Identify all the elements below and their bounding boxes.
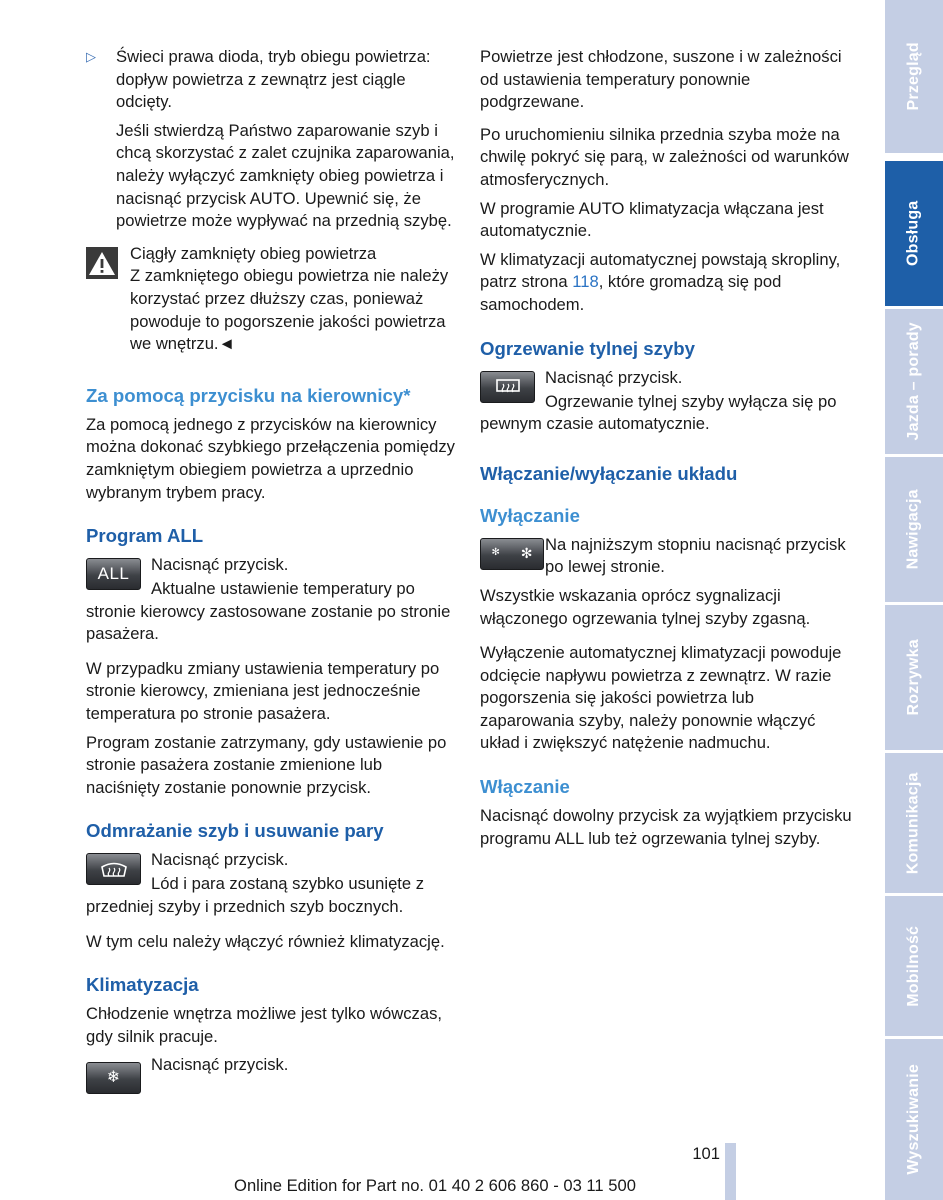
right-text4-before: W klimatyzacji automatycznej powstają skropliny, patrz strona <box>480 249 841 292</box>
system-heading: Włączanie/wyłączanie układu <box>480 462 738 484</box>
off-heading: Wyłączanie <box>480 504 580 526</box>
off-text1: Wszystkie wskazania oprócz sygnalizacji włączonego ogrzewania tylnej szyby zgasną. <box>480 585 811 628</box>
tab-label: Przegląd <box>904 42 922 111</box>
ac-button <box>86 1062 141 1094</box>
tab-label: Wyszukiwanie <box>904 1064 922 1175</box>
program-all-press: Nacisnąć przycisk. <box>151 555 289 575</box>
right-text4-after: , które gromadzą się pod samochodem. <box>480 272 782 314</box>
off-text2: Wyłączenie automatycznej klimatyzacji powoduje odcięcie napływu powietrza z zewnątrz. W razie pogorszenia się jakości powietrza lub zaparowania szyby, należy ponownie włączyć układ i zwiększyć natężenie nadmuchu. <box>480 643 842 753</box>
page-number: 101 <box>692 1144 720 1163</box>
tab-label: Jazda – porady <box>904 322 922 441</box>
front-defrost-icon <box>99 859 129 879</box>
steering-text: Za pomocą jednego z przycisków na kierownicy można dokonać szybkiego przełączenia pomiędzy zamkniętym obiegiem powietrza a uprzednio wybranym trybem pracy. <box>86 414 455 502</box>
fan-high-icon: ✻ <box>520 545 533 562</box>
defrost-text1: Lód i para zostaną szybko usunięte z przedniej szyby i przednich szyb bocznych. <box>86 874 425 917</box>
rear-defrost-icon <box>493 377 523 397</box>
rear-row <box>480 367 852 411</box>
ac-text1: Chłodzenie wnętrza możliwe jest tylko wówczas, gdy silnik pracuje. <box>86 1004 442 1046</box>
rear-defrost-button <box>480 371 535 403</box>
all-button: ALL <box>86 558 141 590</box>
warning-block <box>86 243 458 356</box>
defrost-row <box>86 849 458 893</box>
on-heading: Włączanie <box>480 776 570 798</box>
right-column <box>480 46 852 856</box>
tab-nawigacja[interactable] <box>885 457 943 602</box>
defrost-press: Nacisnąć przycisk. <box>151 850 289 870</box>
program-all-text1: Aktualne ustawienie temperatury po stronie kierowcy zastosowane zostanie po stronie pasażera. <box>86 579 451 644</box>
footer-edition: Online Edition for Part no. 01 40 2 606 860 - 03 11 500 <box>234 1176 636 1195</box>
tab-label: Komunikacja <box>904 772 922 874</box>
front-defrost-button <box>86 853 141 885</box>
tab-label: Nawigacja <box>904 489 922 570</box>
defrost-heading: Odmrażanie szyb i usuwanie pary <box>86 820 384 842</box>
bullet-triangle-icon: ▷ <box>86 49 96 64</box>
fan-low-icon: ✻ <box>491 547 500 559</box>
off-press: Na najniższym stopniu nacisnąć przycisk po lewej stronie. <box>545 534 846 577</box>
defrost-text2: W tym celu należy włączyć również klimatyzację. <box>86 931 445 951</box>
tab-rozrywka[interactable] <box>885 605 943 750</box>
program-all-row <box>86 554 458 598</box>
tab-przeglad[interactable] <box>885 0 943 153</box>
program-all-text2: W przypadku zmiany ustawienia temperatury po stronie kierowcy, zmieniana jest jednocześnie temperatura po stronie pasażera. <box>86 658 440 724</box>
warning-text: Z zamkniętego obiegu powietrza nie należy korzystać przez dłuższy czas, ponieważ powoduje to pogorszenie jakości powietrza we wnętrzu.◄ <box>130 266 449 354</box>
right-text2: Po uruchomieniu silnika przednia szyba może na chwilę pokryć się parą, w zależności od warunków atmosferycznych. <box>480 124 849 189</box>
page-link-118[interactable]: 118 <box>572 272 599 292</box>
tab-obsluga[interactable] <box>885 161 943 306</box>
right-text4 <box>480 249 852 317</box>
rear-press: Nacisnąć przycisk. <box>545 367 683 387</box>
warning-title: Ciągły zamknięty obieg powietrza <box>130 243 377 263</box>
ac-press: Nacisnąć przycisk. <box>151 1055 289 1075</box>
ac-heading: Klimatyzacja <box>86 974 199 996</box>
program-all-text3: Program zostanie zatrzymany, gdy ustawienie po stronie pasażera zostanie zmienione lub naciśnięty zostanie ponownie przycisk. <box>86 732 447 797</box>
chapter-sidebar <box>885 0 943 1200</box>
on-text: Nacisnąć dowolny przycisk za wyjątkiem przycisku programu ALL lub też ogrzewania tylnej szyby. <box>480 806 852 848</box>
tab-wyszukiwanie[interactable] <box>885 1039 943 1200</box>
bullet-item <box>86 46 458 114</box>
bullet-text: Świeci prawa dioda, tryb obiegu powietrza: dopływ powietrza z zewnątrz jest ciągle odcięty. <box>116 47 431 112</box>
rear-text: Ogrzewanie tylnej szyby wyłącza się po pewnym czasie automatycznie. <box>480 391 837 434</box>
rear-heading: Ogrzewanie tylnej szyby <box>480 337 695 359</box>
steering-heading: Za pomocą przycisku na kierownicy* <box>86 384 411 406</box>
right-text3: W programie AUTO klimatyzacja włączana jest automatycznie. <box>480 198 824 241</box>
tab-label: Obsługa <box>904 200 922 267</box>
tab-label: Rozrywka <box>904 639 922 716</box>
snowflake-icon: ❄ <box>106 1069 121 1087</box>
tab-label: Mobilność <box>904 925 922 1007</box>
tab-mobilnosc[interactable] <box>885 896 943 1036</box>
left-column <box>86 46 458 1098</box>
ac-row <box>86 1054 458 1098</box>
right-text1: Powietrze jest chłodzone, suszone i w zależności od ustawienia temperatury ponownie podgrzewane. <box>480 47 842 112</box>
tab-jazda-porady[interactable] <box>885 309 943 454</box>
program-all-heading: Program ALL <box>86 525 204 547</box>
tab-komunikacja[interactable] <box>885 753 943 893</box>
off-row <box>480 534 852 579</box>
indent-text: Jeśli stwierdzą Państwo zaparowanie szyb i chcą skorzystać z zalet czujnika zaparowania, należy wyłączyć zamknięty obieg powietrza i nacisnąć przycisk AUTO. Upewnić się, że powietrze może wypływać na przednią szybę. <box>116 120 455 231</box>
warning-icon <box>86 247 118 279</box>
fan-button <box>480 538 544 570</box>
